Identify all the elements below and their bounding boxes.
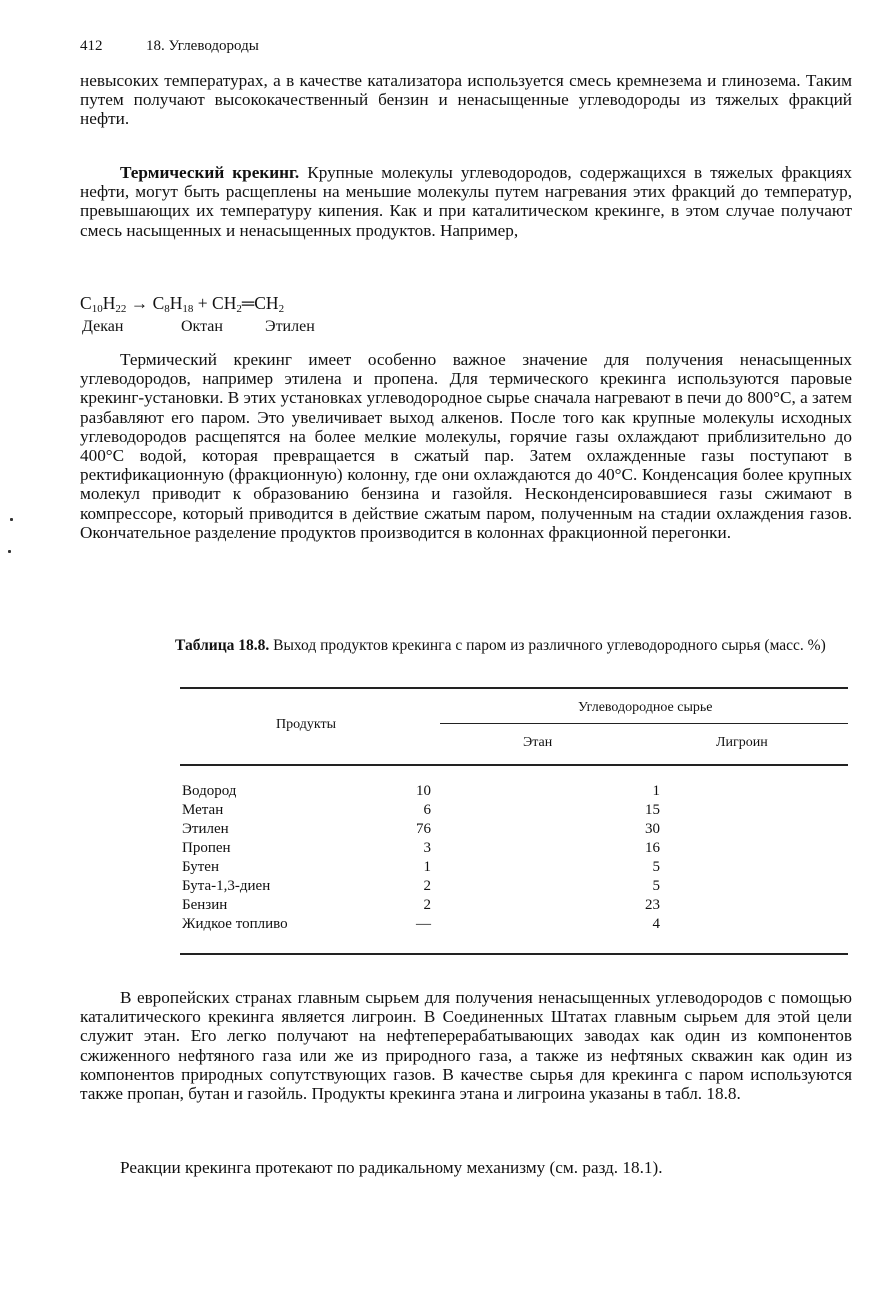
section-heading: Термический крекинг. <box>120 163 300 182</box>
double-bond: ═ <box>241 293 255 313</box>
header-ethane: Этан <box>523 735 553 750</box>
compound-names: Декан Октан Этилен <box>82 318 315 335</box>
header-products: Продукты <box>276 717 336 732</box>
table-row: Водород 10 1 <box>182 783 660 799</box>
table-label: Таблица 18.8. <box>175 637 270 654</box>
table-row: Бутен 1 5 <box>182 859 660 875</box>
scan-speck <box>8 550 11 553</box>
page-number: 412 <box>80 38 103 54</box>
table-bottom-rule <box>180 953 848 955</box>
paragraph-catalytic-end: невысоких температурах, а в качестве катализатора используется смесь кремнезема и глинозема. Таким путем получают высококачественный бензин и ненасыщенные углеводороды из тяжелых фракций нефти. <box>80 71 852 129</box>
paragraph-steam-cracking: Термический крекинг имеет особенно важное значение для получения ненасыщенных углеводородов, например этилена и пропена. Для термического крекинга используются паровые крекинг-установки. В этих установках углеводородное сырье сначала нагревают в печи до 800°С, а затем разбавляют его паром. Это увеличивает выход алкенов. После того как крупные молекулы исходных углеводородов расщепятся на более мелкие молекулы, горячие газы охлаждают приблизительно до 400°С водой, которая превращается в сжатый пар. Затем охлажденные газы поступают в ректификационную (фракционную) колонну, где они охлаждаются до 40°С. Конденсация более крупных молекул приводит к образованию бензина и газойля. Несконденсировавшиеся газы сжимают в компрессоре, который приводится в действие сжатым паром, полученным на стадии охлаждения газов. Окончательное разделение продуктов производится в колоннах фракционной перегонки. <box>80 350 852 542</box>
table-top-rule <box>180 687 848 689</box>
arrow-icon: → <box>130 293 149 313</box>
paragraph-mechanism: Реакции крекинга протекают по радикальному механизму (см. разд. 18.1). <box>120 1158 663 1177</box>
header-feedstock: Углеводородное сырье <box>578 700 713 715</box>
paragraph-body: Крупные молекулы углеводородов, содержащихся в тяжелых фракциях нефти, могут быть расщеплены на меньшие молекулы путем нагревания этих фракций до температур, превышающих их температуру кипения. Как и при каталитическом крекинге, в этом случае получают смесь насыщенных и ненасыщенных продуктов. Например, <box>80 163 852 240</box>
header-naphtha: Лигроин <box>716 735 768 750</box>
chapter-title: 18. Углеводороды <box>146 38 259 54</box>
table-row: Пропен 3 16 <box>182 840 660 856</box>
table-row: Этилен 76 30 <box>182 821 660 837</box>
table-row: Жидкое топливо — 4 <box>182 916 660 932</box>
group-rule <box>440 723 848 724</box>
cracking-equation: $C_{10}H_{22} \to C_8H_{18}$ + $CH_2═CH_2$ <box>80 293 285 315</box>
running-header <box>80 38 259 55</box>
table-row: Бута-1,3-диен 2 5 <box>182 878 660 894</box>
table-row: Метан 6 15 <box>182 802 660 818</box>
table-row: Бензин 2 23 <box>182 897 660 913</box>
scan-speck <box>10 518 13 521</box>
paragraph-feedstocks: В европейских странах главным сырьем для получения ненасыщенных углеводородов с помощью каталитического крекинга является лигроин. В Соединенных Штатах главным сырьем для этой цели служит этан. Его легко получают на нефтеперерабатывающих заводах как один из компонентов сжиженного нефтяного газа или же из природного газа, а также из нефтяных скважин как один из компонентов природных сопутствующих газов. В качестве сырья для крекинга с паром используются также пропан, бутан и газойль. Продукты крекинга этана и лигроина указаны в табл. 18.8. <box>80 988 852 1104</box>
table-caption: Таблица 18.8. Выход продуктов крекинга с паром из различного углеводородного сырья (масс. %) <box>175 637 826 654</box>
paragraph-thermal-cracking <box>80 163 852 240</box>
header-bottom-rule <box>180 764 848 766</box>
